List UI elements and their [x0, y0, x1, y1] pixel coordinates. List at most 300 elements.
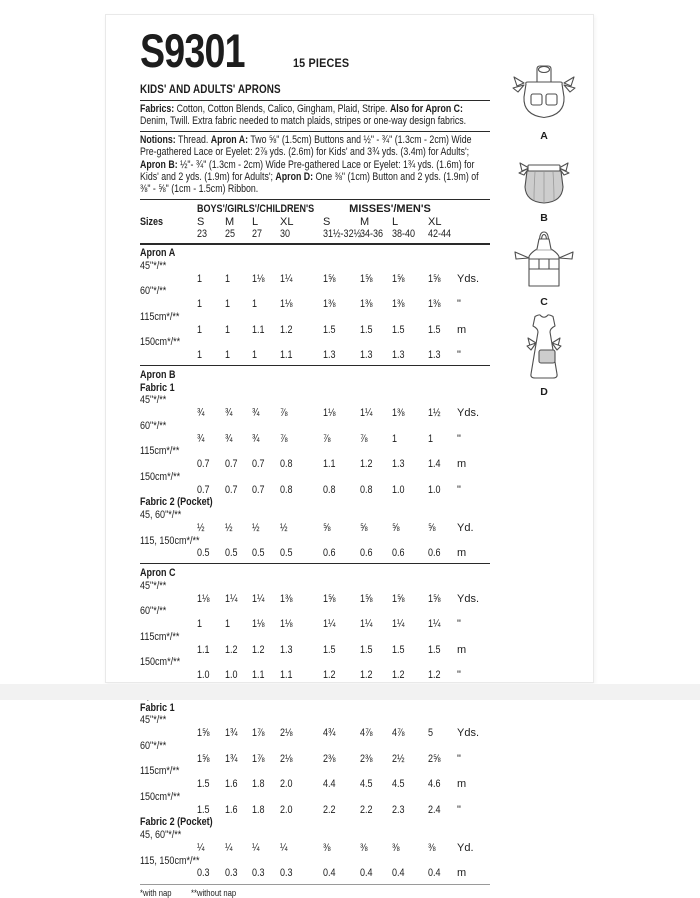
yardage-value: 1¼: [360, 618, 373, 631]
yardage-value: ⅝: [392, 521, 400, 534]
row-label: 150cm*/**: [140, 656, 181, 669]
yardage-value: 1¼: [280, 272, 293, 285]
row-label: 150cm*/**: [140, 470, 181, 483]
yardage-value: 1⅜: [428, 298, 441, 311]
yardage-value: 1.5: [197, 778, 210, 791]
table-size-letter-row: [140, 216, 490, 229]
yardage-value: 4.5: [360, 778, 373, 791]
subsection-title-row: [140, 702, 490, 715]
yardage-value: 1: [252, 349, 258, 362]
yardage-value: 1.2: [360, 458, 373, 471]
unit-label: ": [457, 432, 461, 445]
background-strip: [0, 684, 700, 700]
size-value: 23: [197, 228, 208, 241]
table-size-number-row: [140, 228, 490, 241]
yardage-value: 1⅛: [252, 618, 265, 631]
yardage-value: ¼: [225, 841, 233, 854]
apron-a-view: [494, 63, 594, 142]
row-label: 45, 60"*/**: [140, 509, 182, 522]
yardage-value: 1⅝: [360, 272, 373, 285]
yardage-value: 1¼: [323, 618, 336, 631]
table-row: [140, 605, 490, 631]
yardage-value: 1.3: [392, 458, 405, 471]
yardage-value: 1.3: [360, 349, 373, 362]
notions-section: [140, 132, 490, 200]
row-label: 60"*/**: [140, 285, 167, 298]
yardage-value: 1.5: [360, 643, 373, 656]
yardage-value: 1⅝: [428, 272, 441, 285]
yardage-value: ½: [280, 521, 288, 534]
subsection-title: Fabric 1: [140, 381, 175, 394]
size-value: 30: [280, 228, 291, 241]
yardage-value: 4⅞: [392, 727, 405, 740]
size-letter: S: [197, 215, 205, 228]
unit-label: ": [457, 298, 461, 311]
text-run: Denim, Twill. Extra fabric needed to match plaids, stripes or one-way design fabrics.: [140, 115, 467, 128]
apron-d-illustration: [512, 313, 576, 383]
yardage-value: 1¾: [225, 752, 238, 765]
yardage-value: ½: [252, 521, 260, 534]
yardage-value: 1.8: [252, 803, 265, 816]
text-run: One ⅜" (1cm) Button and 2 yds. (1.9m) of ⅜" - ⅝" (1cm - 1.5cm) Ribbon.: [140, 171, 479, 196]
table-row: [140, 471, 490, 497]
table-row: [140, 580, 490, 606]
yardage-value: 0.3: [280, 867, 293, 880]
row-label: 60"*/**: [140, 739, 167, 752]
row-label: 115cm*/**: [140, 630, 180, 643]
yardage-value: ¾: [252, 407, 260, 420]
yardage-value: 1⅜: [392, 407, 405, 420]
yardage-value: 1¼: [360, 407, 373, 420]
unit-label: Yd.: [457, 521, 474, 534]
section-heading: [140, 80, 490, 101]
subsection-title-row: [140, 496, 490, 509]
yardage-value: 1⅝: [197, 752, 210, 765]
apron-b-label: B: [540, 212, 548, 224]
size-value: 38-40: [392, 228, 416, 241]
yardage-value: 4¾: [323, 727, 336, 740]
yardage-value: 0.5: [197, 547, 210, 560]
table-row: [140, 509, 490, 535]
yardage-value: ¾: [225, 407, 233, 420]
row-label: 150cm*/**: [140, 336, 181, 349]
yardage-value: 0.7: [225, 483, 238, 496]
row-label: 115cm*/**: [140, 765, 180, 778]
row-label: 150cm*/**: [140, 790, 181, 803]
row-label: 115, 150cm*/**: [140, 854, 200, 867]
table-row: [140, 445, 490, 471]
yardage-value: 0.3: [197, 867, 210, 880]
yardage-value: 2.2: [360, 803, 373, 816]
row-label: 115cm*/**: [140, 310, 180, 323]
unit-label: Yds.: [457, 272, 480, 285]
size-value: 31½-32½: [323, 228, 362, 241]
table-row: [140, 791, 490, 817]
row-label: 45"*/**: [140, 259, 167, 272]
row-label: 60"*/**: [140, 605, 167, 618]
row-label: 45"*/**: [140, 579, 167, 592]
yardage-value: 1: [252, 298, 258, 311]
yardage-value: 0.6: [323, 547, 336, 560]
yardage-value: 1⅝: [360, 592, 373, 605]
yardage-value: 1: [225, 272, 231, 285]
yardage-value: ⅝: [428, 521, 436, 534]
size-letter: M: [360, 215, 370, 228]
table-row: [140, 547, 490, 560]
size-letter: XL: [428, 215, 442, 228]
yardage-value: 2⅛: [280, 752, 293, 765]
yardage-value: 1.1: [252, 669, 265, 682]
footnote: [140, 888, 490, 898]
yardage-value: 5: [428, 727, 434, 740]
yardage-value: ½: [197, 521, 205, 534]
size-letter: XL: [280, 215, 294, 228]
unit-label: Yds.: [457, 407, 480, 420]
row-label: 115cm*/**: [140, 445, 180, 458]
subsection-title-row: [140, 816, 490, 829]
fabrics-paragraph: [140, 103, 490, 128]
yardage-value: 1: [197, 272, 203, 285]
yardage-value: 2⅝: [428, 752, 441, 765]
yardage-value: 1.5: [392, 643, 405, 656]
yardage-value: 0.4: [323, 867, 336, 880]
yardage-value: 0.8: [280, 458, 293, 471]
unit-label: m: [457, 323, 467, 336]
yardage-value: 1⅝: [428, 592, 441, 605]
table-row: [140, 714, 490, 740]
unit-label: ": [457, 349, 461, 362]
unit-label: ": [457, 483, 461, 496]
apron-a-illustration: [512, 63, 576, 127]
yardage-value: ¾: [225, 432, 233, 445]
yardage-value: 1⅝: [323, 272, 336, 285]
yardage-value: 1⅜: [280, 592, 293, 605]
table-group-header-row: [140, 203, 490, 216]
pieces-count: 15 PIECES: [292, 56, 350, 70]
row-label: 45"*/**: [140, 394, 167, 407]
yardage-value: 1⅝: [323, 592, 336, 605]
yardage-value: 1⅜: [360, 298, 373, 311]
group-header-misses: MISSES'/MEN'S: [349, 202, 431, 215]
divider: [140, 243, 490, 245]
yardage-value: 2⅜: [360, 752, 373, 765]
yardage-value: 0.8: [360, 483, 373, 496]
yardage-value: 1: [197, 618, 203, 631]
yardage-value: 1⅜: [392, 298, 405, 311]
yardage-value: 1⅛: [280, 618, 293, 631]
yardage-value: ⅞: [323, 432, 331, 445]
table-row: [140, 765, 490, 791]
yardage-value: ¼: [197, 841, 205, 854]
yardage-value: 1.0: [428, 483, 441, 496]
yardage-value: ⅞: [280, 432, 288, 445]
yardage-value: ⅝: [323, 521, 331, 534]
apron-d-view: [494, 313, 594, 398]
table-row: [140, 656, 490, 682]
yardage-value: 0.6: [392, 547, 405, 560]
table-row: [140, 420, 490, 446]
yardage-value: 1: [197, 349, 203, 362]
text-run: Thread.: [175, 133, 211, 146]
yardage-value: 1⅝: [392, 272, 405, 285]
yardage-value: 1.2: [323, 669, 336, 682]
yardage-value: 1¼: [252, 592, 265, 605]
yardage-value: 1: [428, 432, 434, 445]
pattern-envelope-back: [105, 14, 594, 898]
yardage-value: 1⅜: [323, 298, 336, 311]
section-heading-text: KIDS' AND ADULTS' APRONS: [140, 84, 281, 96]
yardage-value: 0.7: [197, 458, 210, 471]
unit-label: m: [457, 643, 467, 656]
yardage-value: ½: [225, 521, 233, 534]
page-title: S9301: [140, 24, 245, 77]
yardage-value: 1¾: [225, 727, 238, 740]
apron-b-view: [494, 161, 594, 224]
size-letter: L: [252, 215, 259, 228]
table-row: [140, 336, 490, 362]
yardage-value: 1.2: [225, 643, 238, 656]
yardage-value: ¾: [197, 432, 205, 445]
unit-label: Yds.: [457, 727, 480, 740]
yardage-value: ¼: [280, 841, 288, 854]
yardage-value: ¼: [252, 841, 260, 854]
table-row: [140, 740, 490, 766]
yardage-value: 2⅛: [280, 727, 293, 740]
yardage-value: ⅜: [360, 841, 368, 854]
size-letter: L: [392, 215, 399, 228]
subsection-title-row: [140, 382, 490, 395]
yardage-value: 1: [197, 323, 203, 336]
yardage-value: 4.6: [428, 778, 441, 791]
apron-c-illustration: [512, 229, 576, 293]
group-header-children: BOYS'/GIRLS'/CHILDREN'S: [197, 202, 315, 215]
subsection-title: Fabric 1: [140, 701, 175, 714]
row-label: 45"*/**: [140, 714, 167, 727]
yardage-value: 1.3: [323, 349, 336, 362]
yardage-value: ⅝: [360, 521, 368, 534]
yardage-value: 1.2: [428, 669, 441, 682]
yardage-value: 0.8: [280, 483, 293, 496]
yardage-value: 1¼: [428, 618, 441, 631]
text-run: Cotton, Cotton Blends, Calico, Gingham, Plaid, Stripe.: [174, 103, 390, 115]
yardage-value: 1.0: [392, 483, 405, 496]
yardage-value: 1.0: [225, 669, 238, 682]
row-label: 115, 150cm*/**: [140, 534, 200, 547]
yardage-value: 0.4: [392, 867, 405, 880]
main-column: [140, 24, 490, 898]
bold-term: Also for Apron C:: [389, 103, 463, 115]
apron-a-label: A: [540, 130, 548, 142]
size-letter: S: [323, 215, 331, 228]
yardage-value: 1: [225, 349, 231, 362]
subsection-title: Fabric 2 (Pocket): [140, 816, 213, 829]
yardage-value: 1: [225, 618, 231, 631]
yardage-value: 1¼: [225, 592, 238, 605]
fabrics-section: [140, 101, 490, 132]
notions-paragraph: [140, 134, 490, 196]
yardage-value: 2.2: [323, 803, 336, 816]
yardage-value: 2.0: [280, 803, 293, 816]
yardage-value: 0.3: [225, 867, 238, 880]
footnote-without-nap: **without nap: [191, 888, 237, 898]
divider: [140, 884, 490, 885]
yardage-value: 0.6: [428, 547, 441, 560]
yardage-value: 2⅜: [323, 752, 336, 765]
yardage-value: ¾: [197, 407, 205, 420]
yardage-value: 1.5: [323, 643, 336, 656]
yardage-value: 1.5: [428, 643, 441, 656]
bold-term: Fabrics:: [140, 103, 175, 115]
yardage-value: 1.5: [197, 803, 210, 816]
bold-term: Apron A:: [210, 133, 249, 146]
text-run: Two ⅝" (1.5cm) Buttons and ½" - ¾" (1.3cm - 2cm) Wide Pre-gathered Lace or Eyelet: 2⅞ yds. (2.6m) for Kids' and 3¾ yds. (3.4m) for Adults';: [140, 133, 472, 159]
divider: [140, 365, 490, 366]
yardage-value: ⅞: [280, 407, 288, 420]
yardage-value: 0.5: [252, 547, 265, 560]
table-row: [140, 855, 490, 868]
row-label: 60"*/**: [140, 419, 167, 432]
text-run: ½"- ¾" (1.3cm - 2cm) Wide Pre-gathered Lace or Eyelet: 1¾ yds. (1.6m) for Kids' and 2 yds. (1.9m) for Adults';: [140, 158, 475, 184]
yardage-value: 4.5: [392, 778, 405, 791]
yardage-value: 1.6: [225, 778, 238, 791]
yardage-value: 1.5: [360, 323, 373, 336]
yardage-value: 4.4: [323, 778, 336, 791]
table-row: [140, 535, 490, 548]
yardage-value: 1.1: [323, 458, 336, 471]
yardage-value: 1: [392, 432, 398, 445]
yardage-value: 4⅞: [360, 727, 373, 740]
yardage-value: 1.3: [280, 643, 293, 656]
yardage-value: 0.7: [252, 458, 265, 471]
section-title: Apron A: [140, 247, 176, 260]
yardage-value: 0.6: [360, 547, 373, 560]
bold-term: Notions:: [140, 133, 176, 146]
yardage-value: ⅜: [392, 841, 400, 854]
yardage-value: 1.5: [392, 323, 405, 336]
yardage-value: 2.4: [428, 803, 441, 816]
section-title-row: [140, 369, 490, 382]
apron-d-label: D: [540, 386, 548, 398]
size-value: 34-36: [360, 228, 384, 241]
subsection-title: Fabric 2 (Pocket): [140, 496, 213, 509]
title-row: [140, 24, 490, 77]
apron-c-view: [494, 229, 594, 308]
yardage-value: 0.7: [197, 483, 210, 496]
yardage-value: ⅞: [360, 432, 368, 445]
yardage-value: 1.1: [252, 323, 265, 336]
yardage-value: 1⅝: [392, 592, 405, 605]
yardage-value: 1½: [428, 407, 441, 420]
apron-c-label: C: [540, 296, 548, 308]
yardage-value: 1.5: [428, 323, 441, 336]
table-row: [140, 260, 490, 286]
size-value: 25: [225, 228, 236, 241]
apron-b-illustration: [512, 161, 576, 209]
yardage-value: 1⅛: [252, 272, 265, 285]
yardage-value: 0.4: [360, 867, 373, 880]
unit-label: Yds.: [457, 592, 480, 605]
yardage-value: 0.5: [280, 547, 293, 560]
yardage-value: 1.2: [280, 323, 293, 336]
unit-label: ": [457, 618, 461, 631]
sizes-label: Sizes: [140, 215, 164, 228]
yardage-value: 0.3: [252, 867, 265, 880]
table-row: [140, 829, 490, 855]
yardage-value: 1.2: [392, 669, 405, 682]
yardage-value: 1⅞: [252, 727, 265, 740]
yardage-value: 0.4: [428, 867, 441, 880]
yardage-value: 1.6: [225, 803, 238, 816]
yardage-value: 1: [225, 298, 231, 311]
section-title: Apron B: [140, 368, 176, 381]
yardage-value: 1⅛: [280, 298, 293, 311]
unit-label: ": [457, 669, 461, 682]
yardage-value: 1.4: [428, 458, 441, 471]
yardage-value: 0.8: [323, 483, 336, 496]
yardage-value: 1.5: [323, 323, 336, 336]
row-label: 45, 60"*/**: [140, 829, 182, 842]
yardage-value: 1: [225, 323, 231, 336]
bold-term: Apron B:: [140, 158, 178, 171]
yardage-value: 1.0: [197, 669, 210, 682]
yardage-value: 0.7: [252, 483, 265, 496]
unit-label: ": [457, 803, 461, 816]
yardage-value: 1.2: [252, 643, 265, 656]
unit-label: m: [457, 778, 467, 791]
yardage-value: 1⅞: [252, 752, 265, 765]
size-value: 42-44: [428, 228, 452, 241]
table-row: [140, 285, 490, 311]
size-letter: M: [225, 215, 235, 228]
table-row: [140, 311, 490, 337]
yardage-value: 0.7: [225, 458, 238, 471]
yardage-value: ⅜: [323, 841, 331, 854]
yardage-value: 1.1: [280, 349, 293, 362]
unit-label: m: [457, 458, 467, 471]
yardage-value: 1.1: [280, 669, 293, 682]
section-title-row: [140, 247, 490, 260]
yardage-value: 2½: [392, 752, 405, 765]
yardage-value: 1¼: [392, 618, 405, 631]
yardage-value: ¾: [252, 432, 260, 445]
yardage-value: 2.3: [392, 803, 405, 816]
bold-term: Apron D:: [275, 171, 314, 184]
yardage-value: 1: [197, 298, 203, 311]
table-row: [140, 867, 490, 880]
yardage-value: 1⅝: [197, 727, 210, 740]
yardage-value: 1.3: [392, 349, 405, 362]
footnote-with-nap: *with nap: [140, 888, 172, 898]
table-row: [140, 394, 490, 420]
divider: [140, 563, 490, 564]
yardage-value: ⅜: [428, 841, 436, 854]
unit-label: Yd.: [457, 841, 474, 854]
yardage-value: 0.5: [225, 547, 238, 560]
unit-label: ": [457, 752, 461, 765]
table-row: [140, 631, 490, 657]
yardage-value: 1.3: [428, 349, 441, 362]
section-title-row: [140, 567, 490, 580]
yardage-value: 1⅛: [323, 407, 336, 420]
yardage-value: 1⅛: [197, 592, 210, 605]
size-value: 27: [252, 228, 263, 241]
yardage-table: [140, 203, 490, 885]
yardage-value: 2.0: [280, 778, 293, 791]
yardage-value: 1.2: [360, 669, 373, 682]
unit-label: m: [457, 867, 467, 880]
yardage-value: 1.1: [197, 643, 210, 656]
section-title: Apron C: [140, 567, 176, 580]
